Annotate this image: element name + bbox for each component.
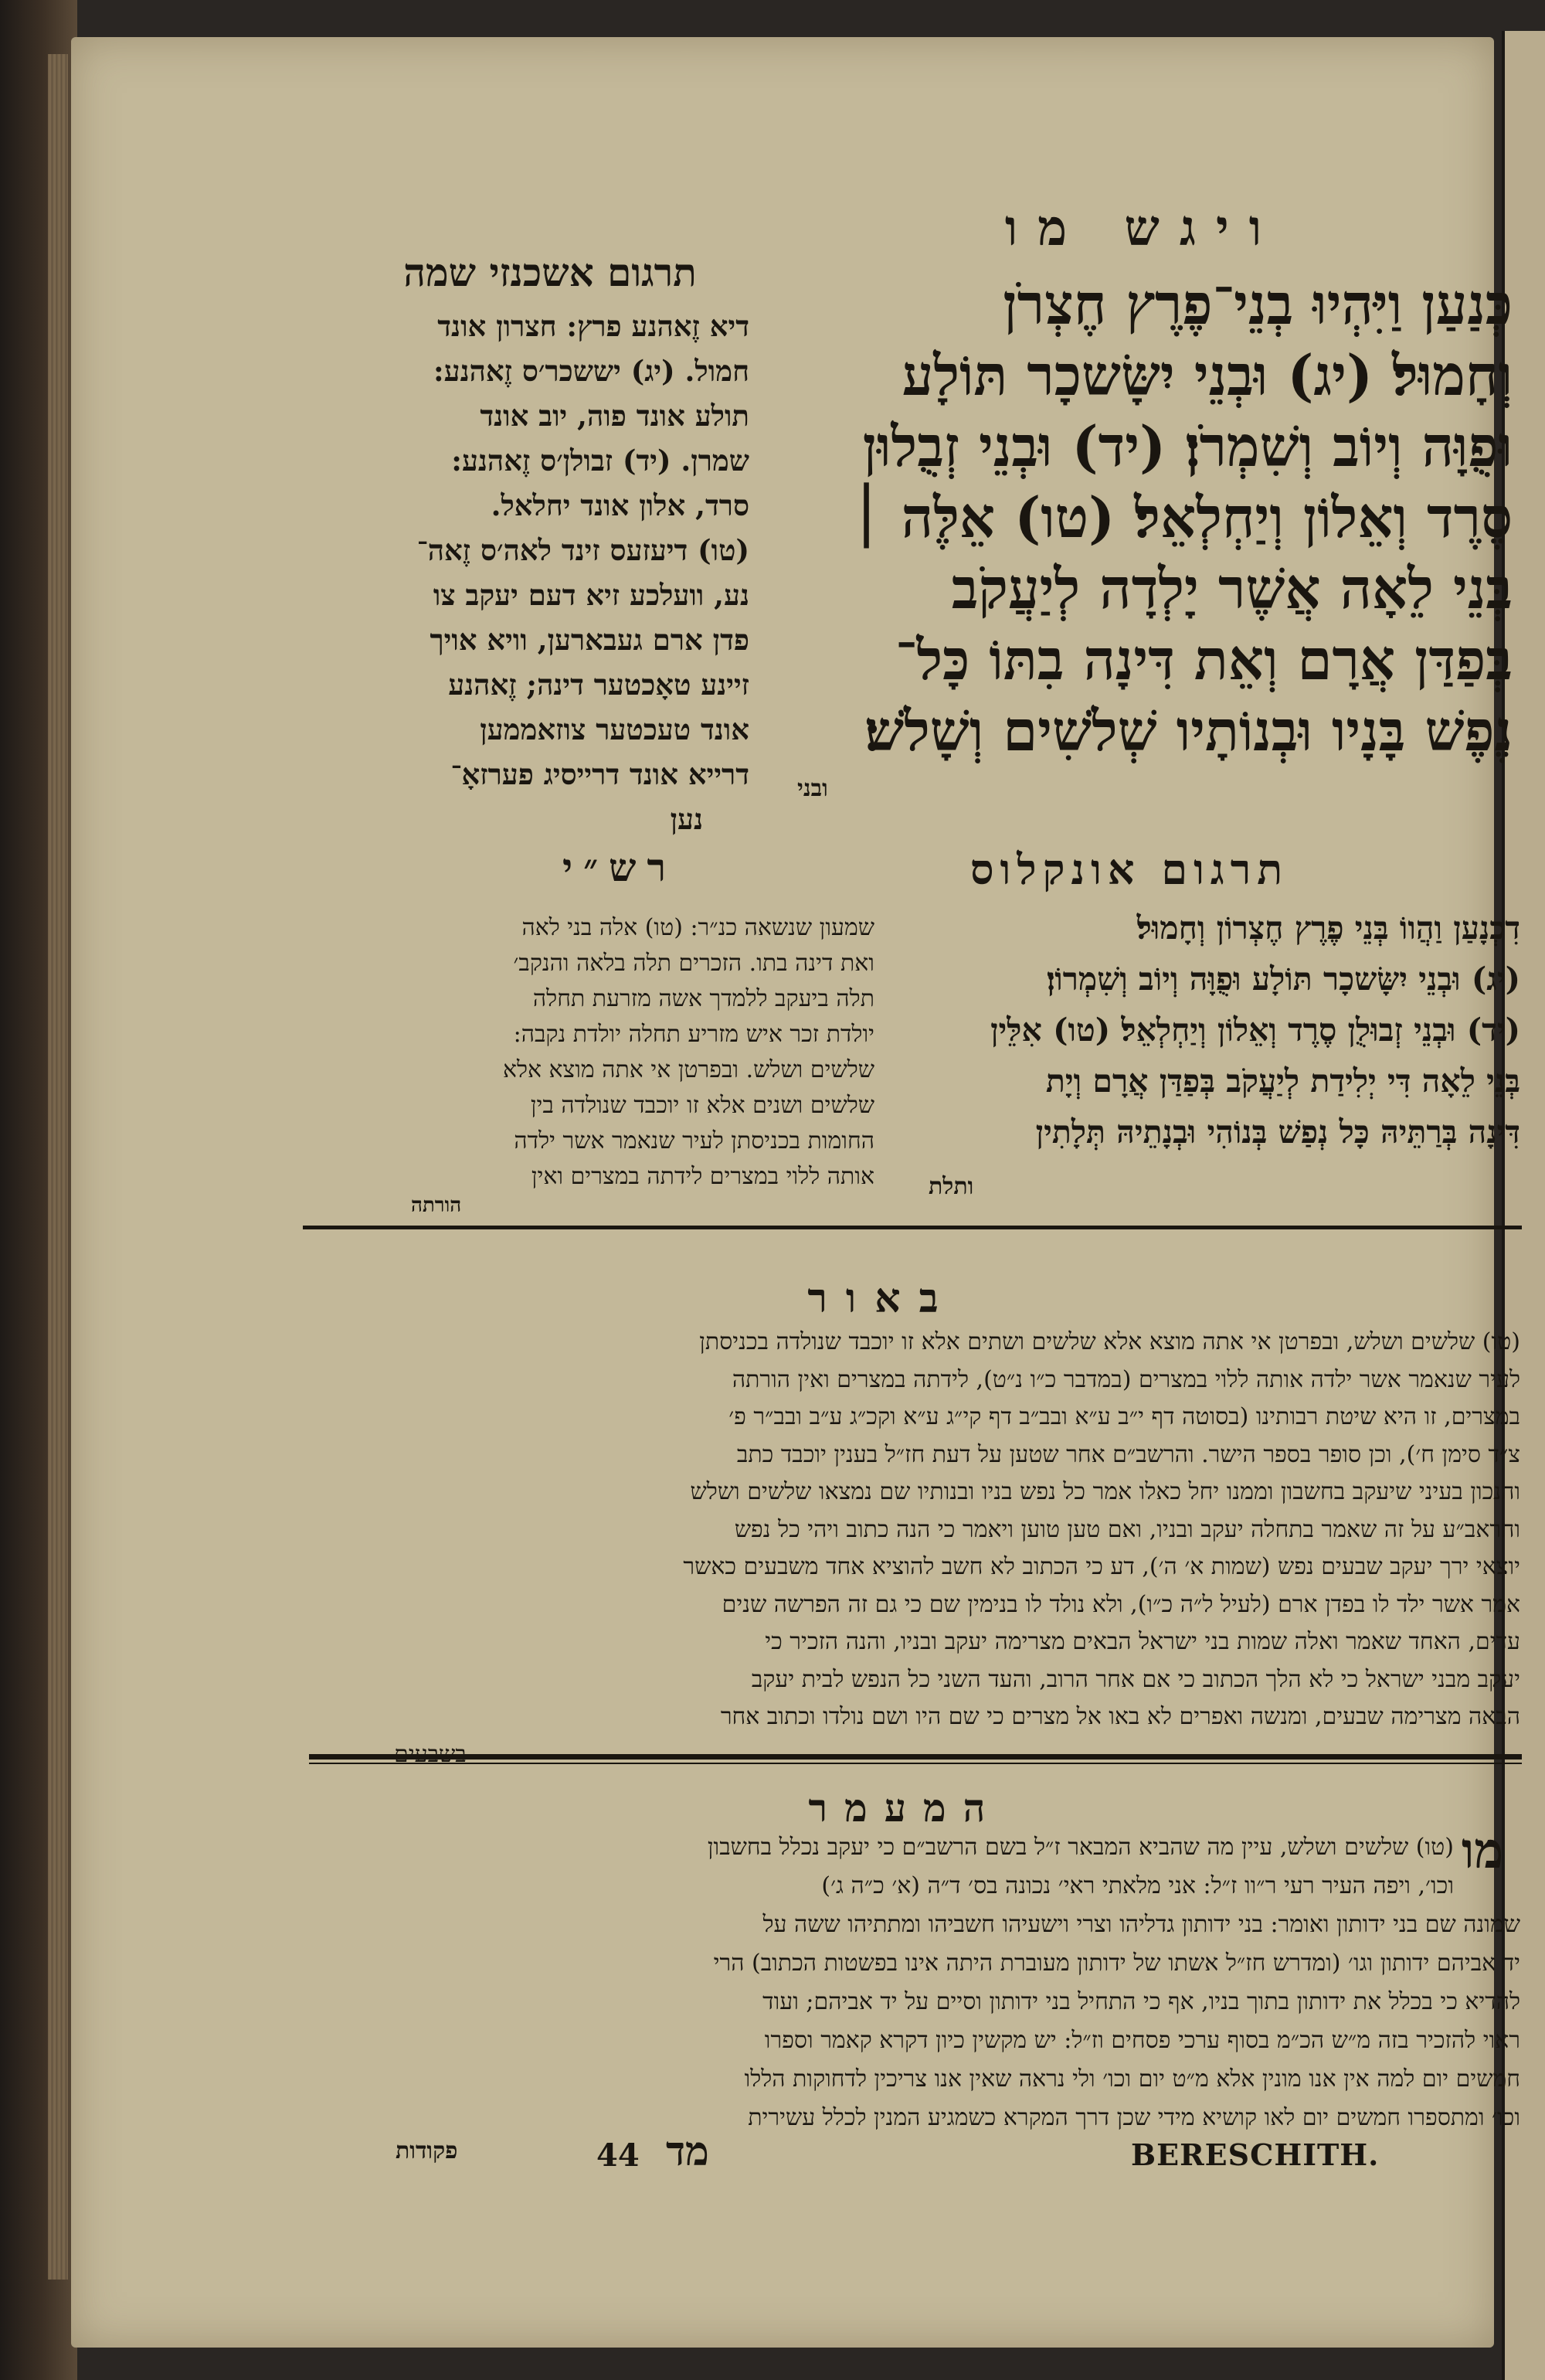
biur-line: יוצאי ירך יעקב שבעים נפש (שמות א׳ ה׳), דע כי הכתוב לא חשב להוציא אחד משבעים כאשר <box>683 1553 1520 1580</box>
ashkenazi-text <box>355 304 749 842</box>
rashi-line: שלשים ושלש. ובפרטן אי אתה מוצא אלא <box>502 1056 874 1083</box>
biur-text <box>363 1324 1520 1773</box>
biur-line: צ״ד סימן ח׳), וכן סופר בספר הישר. והרשב״ם אחר שטען על דעת חז״ל בענין יוכבד כתב <box>736 1440 1520 1468</box>
book-page <box>71 37 1520 2348</box>
biur-line: יעקב מבני ישראל כי לא הלך הכתוב כי אם אחר הרוב, והעד השני כל הנפש לבית יעקב <box>751 1665 1520 1693</box>
onkelos-line: (יג) וּבְנֵי יִשָּׂשכָר תּוֹלָע וּפֻוָּה וְיוֹב וְשִׁמְרוֹן׃ <box>1046 960 1520 998</box>
onkelos-text <box>890 903 1520 1158</box>
torah-text <box>766 269 1513 767</box>
torah-line: וּפֻוָּה וְיוֹב וְשִׁמְרֹן׃ (יד) וּבְנֵי זְבֻלוּן <box>862 413 1513 479</box>
rashi-line: ואת דינה בתו. הזכרים תלה בלאה והנקב׳ <box>513 950 874 977</box>
rashi-line: שמעון שנשאה כנ״ר: (טו) אלה בני לאה <box>521 914 874 941</box>
hameammer-line: שמונה שם בני ידותון ואומר: בני ידותון גדליהו וצרי וישעיהו חשביהו ומתתיהו ששה על <box>762 1911 1520 1938</box>
hameammer-text-continued <box>363 1906 1520 2137</box>
onkelos-line: דִכְנָעַן וַהֲווֹ בְּנֵי פֶרֶץ חֶצְרוֹן וְחָמוּל׃ <box>1136 910 1520 947</box>
rashi-title: רש״י <box>562 845 677 890</box>
biur-line: אמר אשר ילד לו בפדן ארם (לעיל ל״ה כ״ו), ולא נולד לו בנימין שם כי גם זה הפרשה שנים <box>722 1590 1520 1618</box>
ashkenazi-line: (טו) דיעזעס זינד לאה׳ס זֶאה־ <box>416 533 749 567</box>
rashi-line: אותה ללוי במצרים לידתה במצרים ואין <box>531 1163 874 1190</box>
onkelos-title: תרגום אונקלוס <box>969 845 1289 894</box>
torah-line: כְּנַעַן וַיִּהְיוּ בְנֵי־פֶרֶץ חֶצְרֹן <box>1003 271 1513 337</box>
ashkenazi-line: אונד טעכטער צוזאממען <box>480 712 749 746</box>
hameammer-line: (טו) שלשים ושלש, עיין מה שהביא המבאר ז״ל בשם הרשב״ם כי יעקב נכלל בחשבון <box>707 1834 1454 1861</box>
ashkenazi-line: תולע אונד פוה, יוב אונד <box>480 399 749 433</box>
torah-line: סֶרֶד וְאֵלוֹן וְיַחְלְאֵל׃ (טו) אֵלֶּה ׀ <box>851 484 1513 550</box>
hameammer-line: ראוי להזכיר בזה מ״ש הכ״מ בסוף ערכי פסחים וז״ל: יש מקשין כיון דקרא קאמר וספרו <box>764 2027 1520 2054</box>
rashi-line: שלשים ושנים אלא זו יוכבד שנולדה בין <box>530 1092 874 1119</box>
biur-line: והראב״ע על זה שאמר בתחלה יעקב ובניו, ואם טען טוען ויאמר כי הנה כתוב ויהי כל נפש <box>734 1515 1520 1543</box>
hameammer-line: חמשים יום למה אין אנו מונין אלא מ״ט יום וכו׳ ולי נראה שאין אנו צריכין לדחוקות הללו <box>744 2066 1520 2093</box>
ashkenazi-line: פדן ארם געבארען, וויא אויך <box>430 623 749 657</box>
torah-title: ויגש מו <box>1004 199 1282 257</box>
hameammer-title: המעמר <box>808 1785 1003 1831</box>
ashkenazi-title: תרגום אשכנזי שמה <box>403 250 697 295</box>
onkelos-catchword: ותלת <box>929 1173 974 1200</box>
biur-title: באור <box>807 1275 957 1322</box>
rashi-line: יולדת זכר איש מזריע תחלה יולדת נקבה: <box>513 1021 874 1048</box>
ashkenazi-line: זיינע טאָכטער דינה; זֶאהנע <box>448 668 749 702</box>
onkelos-line: בְּנֵי לֵאָה דִּי יְלִידַת לְיַעֲקֹב בְּפַדַּן אֲרָם וְיָת <box>1045 1062 1520 1100</box>
onkelos-line: (יד) וּבְנֵי זְבוּלֻן סֶרֶד וְאֵלוֹן וְיַחְלְאֵל׃ (טו) אִלֵּין <box>990 1012 1520 1049</box>
page-edges <box>48 54 68 2280</box>
divider-rule <box>309 1754 1522 1760</box>
rashi-line: החומות בכניסתן לעיר שנאמר אשר ילדה <box>514 1127 874 1154</box>
torah-line: בְּנֵי לֵאָה אֲשֶׁר יָלְדָה לְיַעֲקֹב <box>951 556 1513 621</box>
ashkenazi-line: שמרן. (יד) זבולן׳ס זֶאהנע: <box>451 444 749 478</box>
biur-line: והנכון בעיני שיעקב בחשבון וממנו יחל כאלו אמר כל נפש בניו ובנותיו שם נמצאו שלשים ושלש <box>690 1478 1520 1505</box>
ashkenazi-line: דרייא אונד דרייסיג פערזאָ־ <box>450 757 749 791</box>
divider-rule <box>309 1763 1522 1764</box>
hameammer-line: יד אביהם ידותון וגו׳ (ומדרש חז״ל אשתו של ידותון מעוברת היתה אינו בפשטות הכתוב) הרי <box>713 1950 1520 1977</box>
hameammer-line: להדיא כי בכלל את ידותון בתוך בניו, אף כי התחיל בני ידותון וסיים על יד אביהם; ועוד <box>762 1988 1520 2015</box>
biur-line: הבאה מצרימה שבעים, ומנשה ואפרים לא באו אל מצרים כי שם היו ושם נולדו וכתוב אחר <box>720 1703 1520 1730</box>
rashi-catchword: הורתה <box>411 1194 462 1217</box>
page-number: 44 <box>596 2137 640 2174</box>
biur-line: עדים, האחד שאמר ואלה שמות בני ישראל הבאים מצרימה יעקב ובניו, והנה הזכיר כי <box>765 1628 1520 1655</box>
divider-rule <box>303 1226 1522 1229</box>
hebrew-page-number: מד <box>666 2128 709 2175</box>
ashkenazi-line: סרד, אלון אונד יחלאל. <box>491 488 749 522</box>
torah-catchword: ובני <box>797 775 828 802</box>
biur-line: במצרים, זו היא שיטת רבותינו (בסוטה דף י״ב ע״א ובב״ב דף קי״ג ע״א וקכ״ג ע״ב ובב״ר פ׳ <box>728 1403 1520 1430</box>
hameammer-initial: מו <box>1462 1822 1504 1880</box>
ashkenazi-line: נען <box>670 802 703 836</box>
onkelos-line: דִּינָה בְּרַתֵּיהּ כָּל נְפַשׁ בְּנוֹהִי וּבְנָתֵיהּ תְּלָתִין <box>1035 1114 1520 1151</box>
hameammer-line: וכו׳ ומתספרו חמשים יום לאו קושיא מידי שכן דרך המקרא כשמגיע המנין לכלל עשירית <box>748 2104 1520 2131</box>
ashkenazi-line: חמול. (יג) יששכר׳ס זֶאהנע: <box>433 354 749 388</box>
rashi-line: תלה ביעקב ללמדך אשה מזרעת תחלה <box>532 985 874 1012</box>
ashkenazi-line: נע, וועלכע זיא דעם יעקב צו <box>433 578 749 612</box>
biur-line: (טו) שלשים ושלש, ובפרטן אי אתה מוצא אלא שלשים ושתים אלא זו יוכבד שנולדה בכניסתן <box>699 1328 1520 1355</box>
torah-line: וְחָמוּל׃ (יג) וּבְנֵי יִשָּׂשכָר תּוֹלָע <box>902 342 1513 408</box>
torah-line: נֶפֶשׁ בָּנָיו וּבְנוֹתָיו שְׁלֹשִׁים וְשָׁלֹשׁ׃ <box>864 698 1513 763</box>
hameammer-text <box>363 1828 1454 1906</box>
torah-line: בְּפַדַּן אֲרָם וְאֵת דִּינָה בִתּוֹ כָּל־ <box>895 627 1513 692</box>
ashkenazi-line: דיא זֶאהנע פרץ: חצרון אונד <box>437 309 749 343</box>
rashi-text <box>365 910 874 1195</box>
footer-catchword: פקודות <box>396 2137 458 2164</box>
book-name: BERESCHITH. <box>1131 2137 1380 2172</box>
hameammer-line: וכו׳, ויפה העיר רעי ר״וו ז״ל: אני מלאתי ראי׳ נכונה בס׳ ד״ה (א׳ כ״ה ג׳) <box>821 1872 1454 1899</box>
biur-line: לעיר שנאמר אשר ילדה אותה ללוי במצרים (במדבר כ״ו נ״ט), לידתה במצרים ואין הורתה <box>732 1365 1520 1393</box>
